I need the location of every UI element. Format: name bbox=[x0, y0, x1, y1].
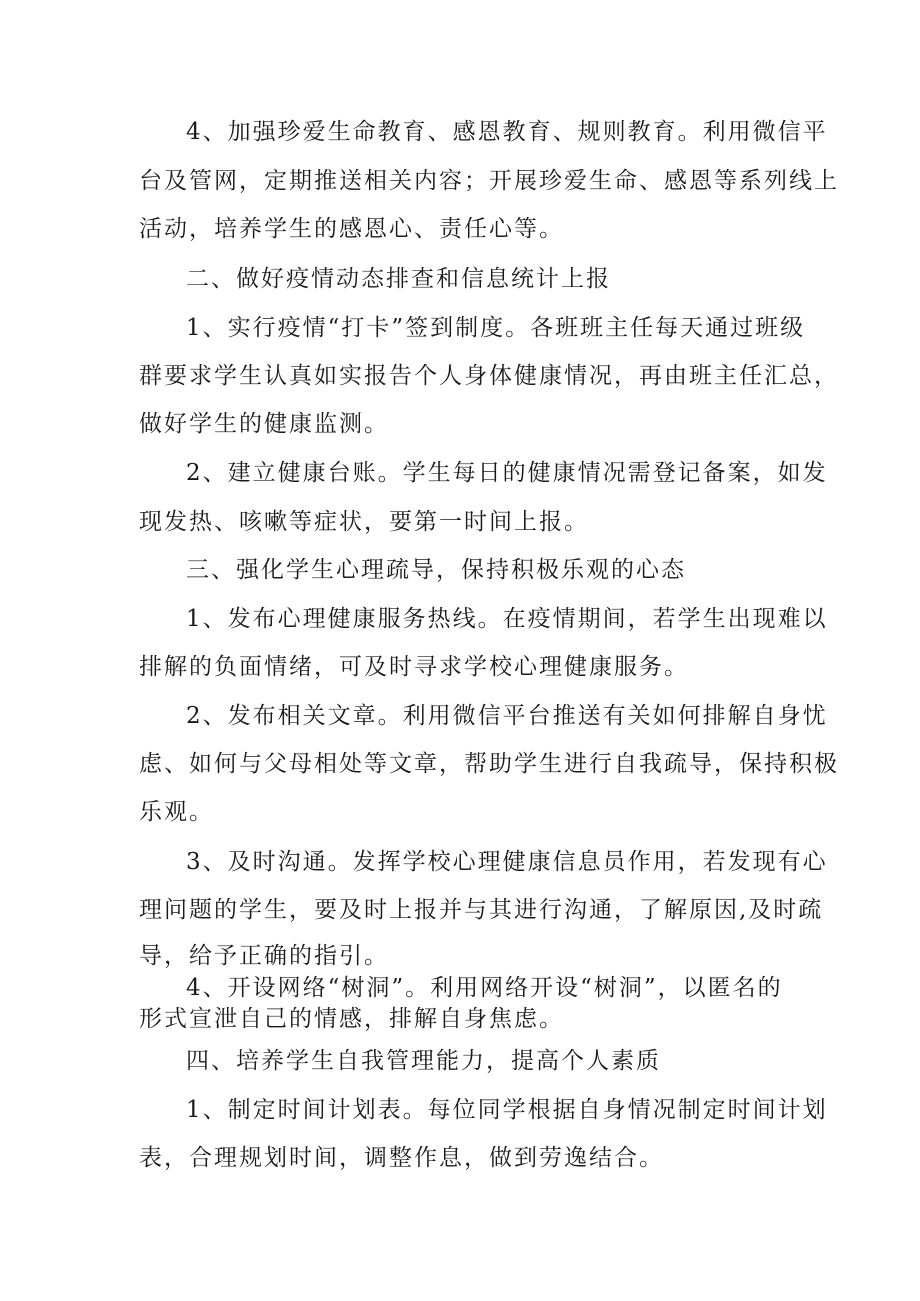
paragraph-line-18: 导，给予正确的指引。 bbox=[139, 943, 389, 969]
section-heading-3: 三、强化学生心理疏导，保持积极乐观的心态 bbox=[186, 557, 686, 583]
paragraph-line-8: 2、建立健康台账。学生每日的健康情况需登记备案，如发 bbox=[186, 460, 828, 486]
paragraph-line-15: 乐观。 bbox=[139, 799, 214, 825]
paragraph-line-19: 4、开设网络“树洞”。利用网络开设“树洞”，以匿名的 bbox=[186, 975, 783, 1001]
section-heading-2: 二、做好疫情动态排查和信息统计上报 bbox=[186, 266, 611, 292]
paragraph-line-14: 虑、如何与父母相处等文章，帮助学生进行自我疏导，保持积极 bbox=[139, 751, 839, 777]
paragraph-line-6: 群要求学生认真如实报告个人身体健康情况，再由班主任汇总， bbox=[139, 363, 839, 389]
paragraph-line-7: 做好学生的健康监测。 bbox=[139, 411, 389, 437]
paragraph-line-17: 理问题的学生，要及时上报并与其进行沟通，了解原因,及时疏 bbox=[139, 897, 824, 923]
paragraph-line-13: 2、发布相关文章。利用微信平台推送有关如何排解自身忧 bbox=[186, 703, 828, 729]
paragraph-line-12: 排解的负面情绪，可及时寻求学校心理健康服务。 bbox=[139, 654, 689, 680]
paragraph-line-11: 1、发布心理健康服务热线。在疫情期间，若学生出现难以 bbox=[186, 606, 828, 632]
paragraph-line-5: 1、实行疫情“打卡”签到制度。各班班主任每天通过班级 bbox=[186, 315, 806, 341]
paragraph-line-16: 3、及时沟通。发挥学校心理健康信息员作用，若发现有心 bbox=[186, 849, 828, 875]
paragraph-line-9: 现发热、咳嗽等症状，要第一时间上报。 bbox=[139, 509, 589, 535]
paragraph-line-3: 活动，培养学生的感恩心、责任心等。 bbox=[139, 216, 564, 242]
paragraph-line-22: 1、制定时间计划表。每位同学根据自身情况制定时间计划 bbox=[186, 1097, 828, 1123]
paragraph-line-23: 表，合理规划时间，调整作息，做到劳逸结合。 bbox=[139, 1145, 664, 1171]
paragraph-line-20: 形式宣泄自己的情感，排解自身焦虑。 bbox=[139, 1006, 564, 1032]
paragraph-line-2: 台及管网，定期推送相关内容；开展珍爱生命、感恩等系列线上 bbox=[139, 168, 839, 194]
section-heading-4: 四、培养学生自我管理能力，提高个人素质 bbox=[186, 1048, 661, 1074]
paragraph-line-1: 4、加强珍爱生命教育、感恩教育、规则教育。利用微信平 bbox=[186, 119, 828, 145]
